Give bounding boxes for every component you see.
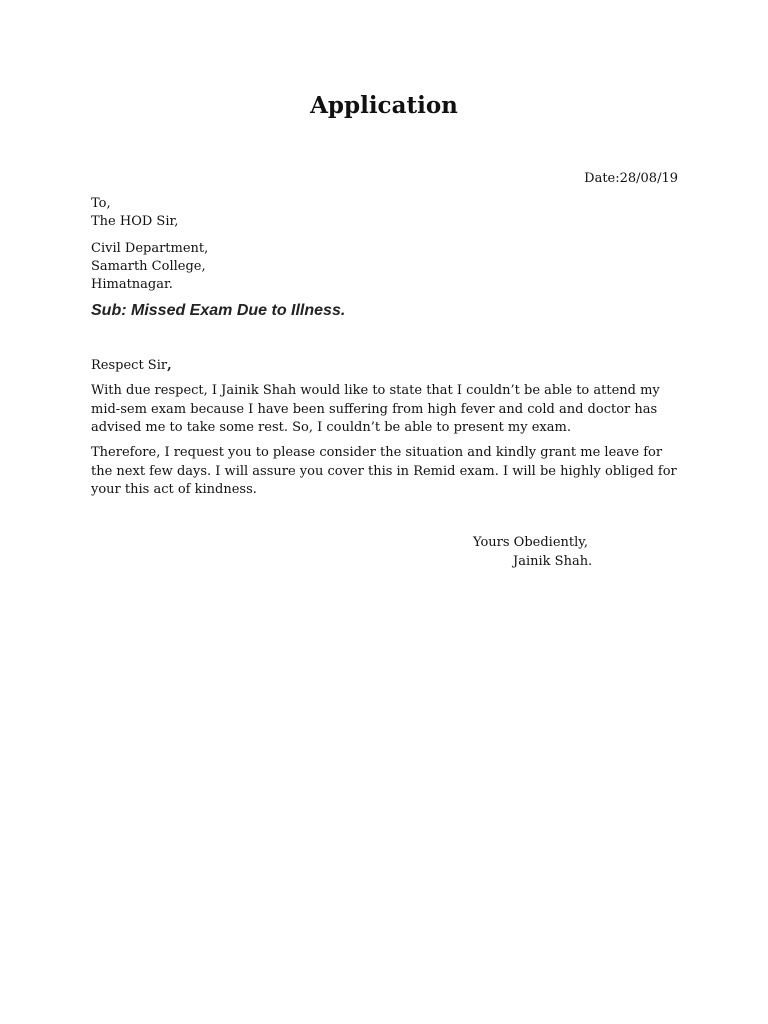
salutation bbox=[91, 357, 172, 375]
salutation-punctuation: , bbox=[167, 358, 172, 373]
closing-text: Yours Obediently, bbox=[473, 535, 589, 550]
letter-date: Date:28/08/19 bbox=[584, 171, 678, 186]
document-title: Application bbox=[310, 92, 458, 119]
address-city: Himatnagar. bbox=[91, 277, 173, 292]
address-college: Samarth College, bbox=[91, 259, 206, 274]
body-paragraph-2: Therefore, I request you to please consider the situation and kindly grant me leave for the next few days. I will assure you cover this in Remid exam. I will be highly obliged for your this act of kindness. bbox=[91, 445, 677, 497]
signature-name: Jainik Shah. bbox=[513, 554, 593, 569]
letter-subject: Sub: Missed Exam Due to Illness. bbox=[91, 302, 346, 319]
address-department: Civil Department, bbox=[91, 241, 209, 256]
address-recipient: The HOD Sir, bbox=[91, 214, 179, 229]
salutation-text: Respect Sir bbox=[91, 358, 168, 373]
address-to: To, bbox=[91, 196, 111, 211]
body-paragraph-1: With due respect, I Jainik Shah would like to state that I couldn’t be able to attend my mid-sem exam because I have been suffering from high fever and cold and doctor has advised me to take some rest. So, I couldn’t be able to present my exam. bbox=[91, 383, 660, 435]
closing-block bbox=[473, 533, 592, 571]
